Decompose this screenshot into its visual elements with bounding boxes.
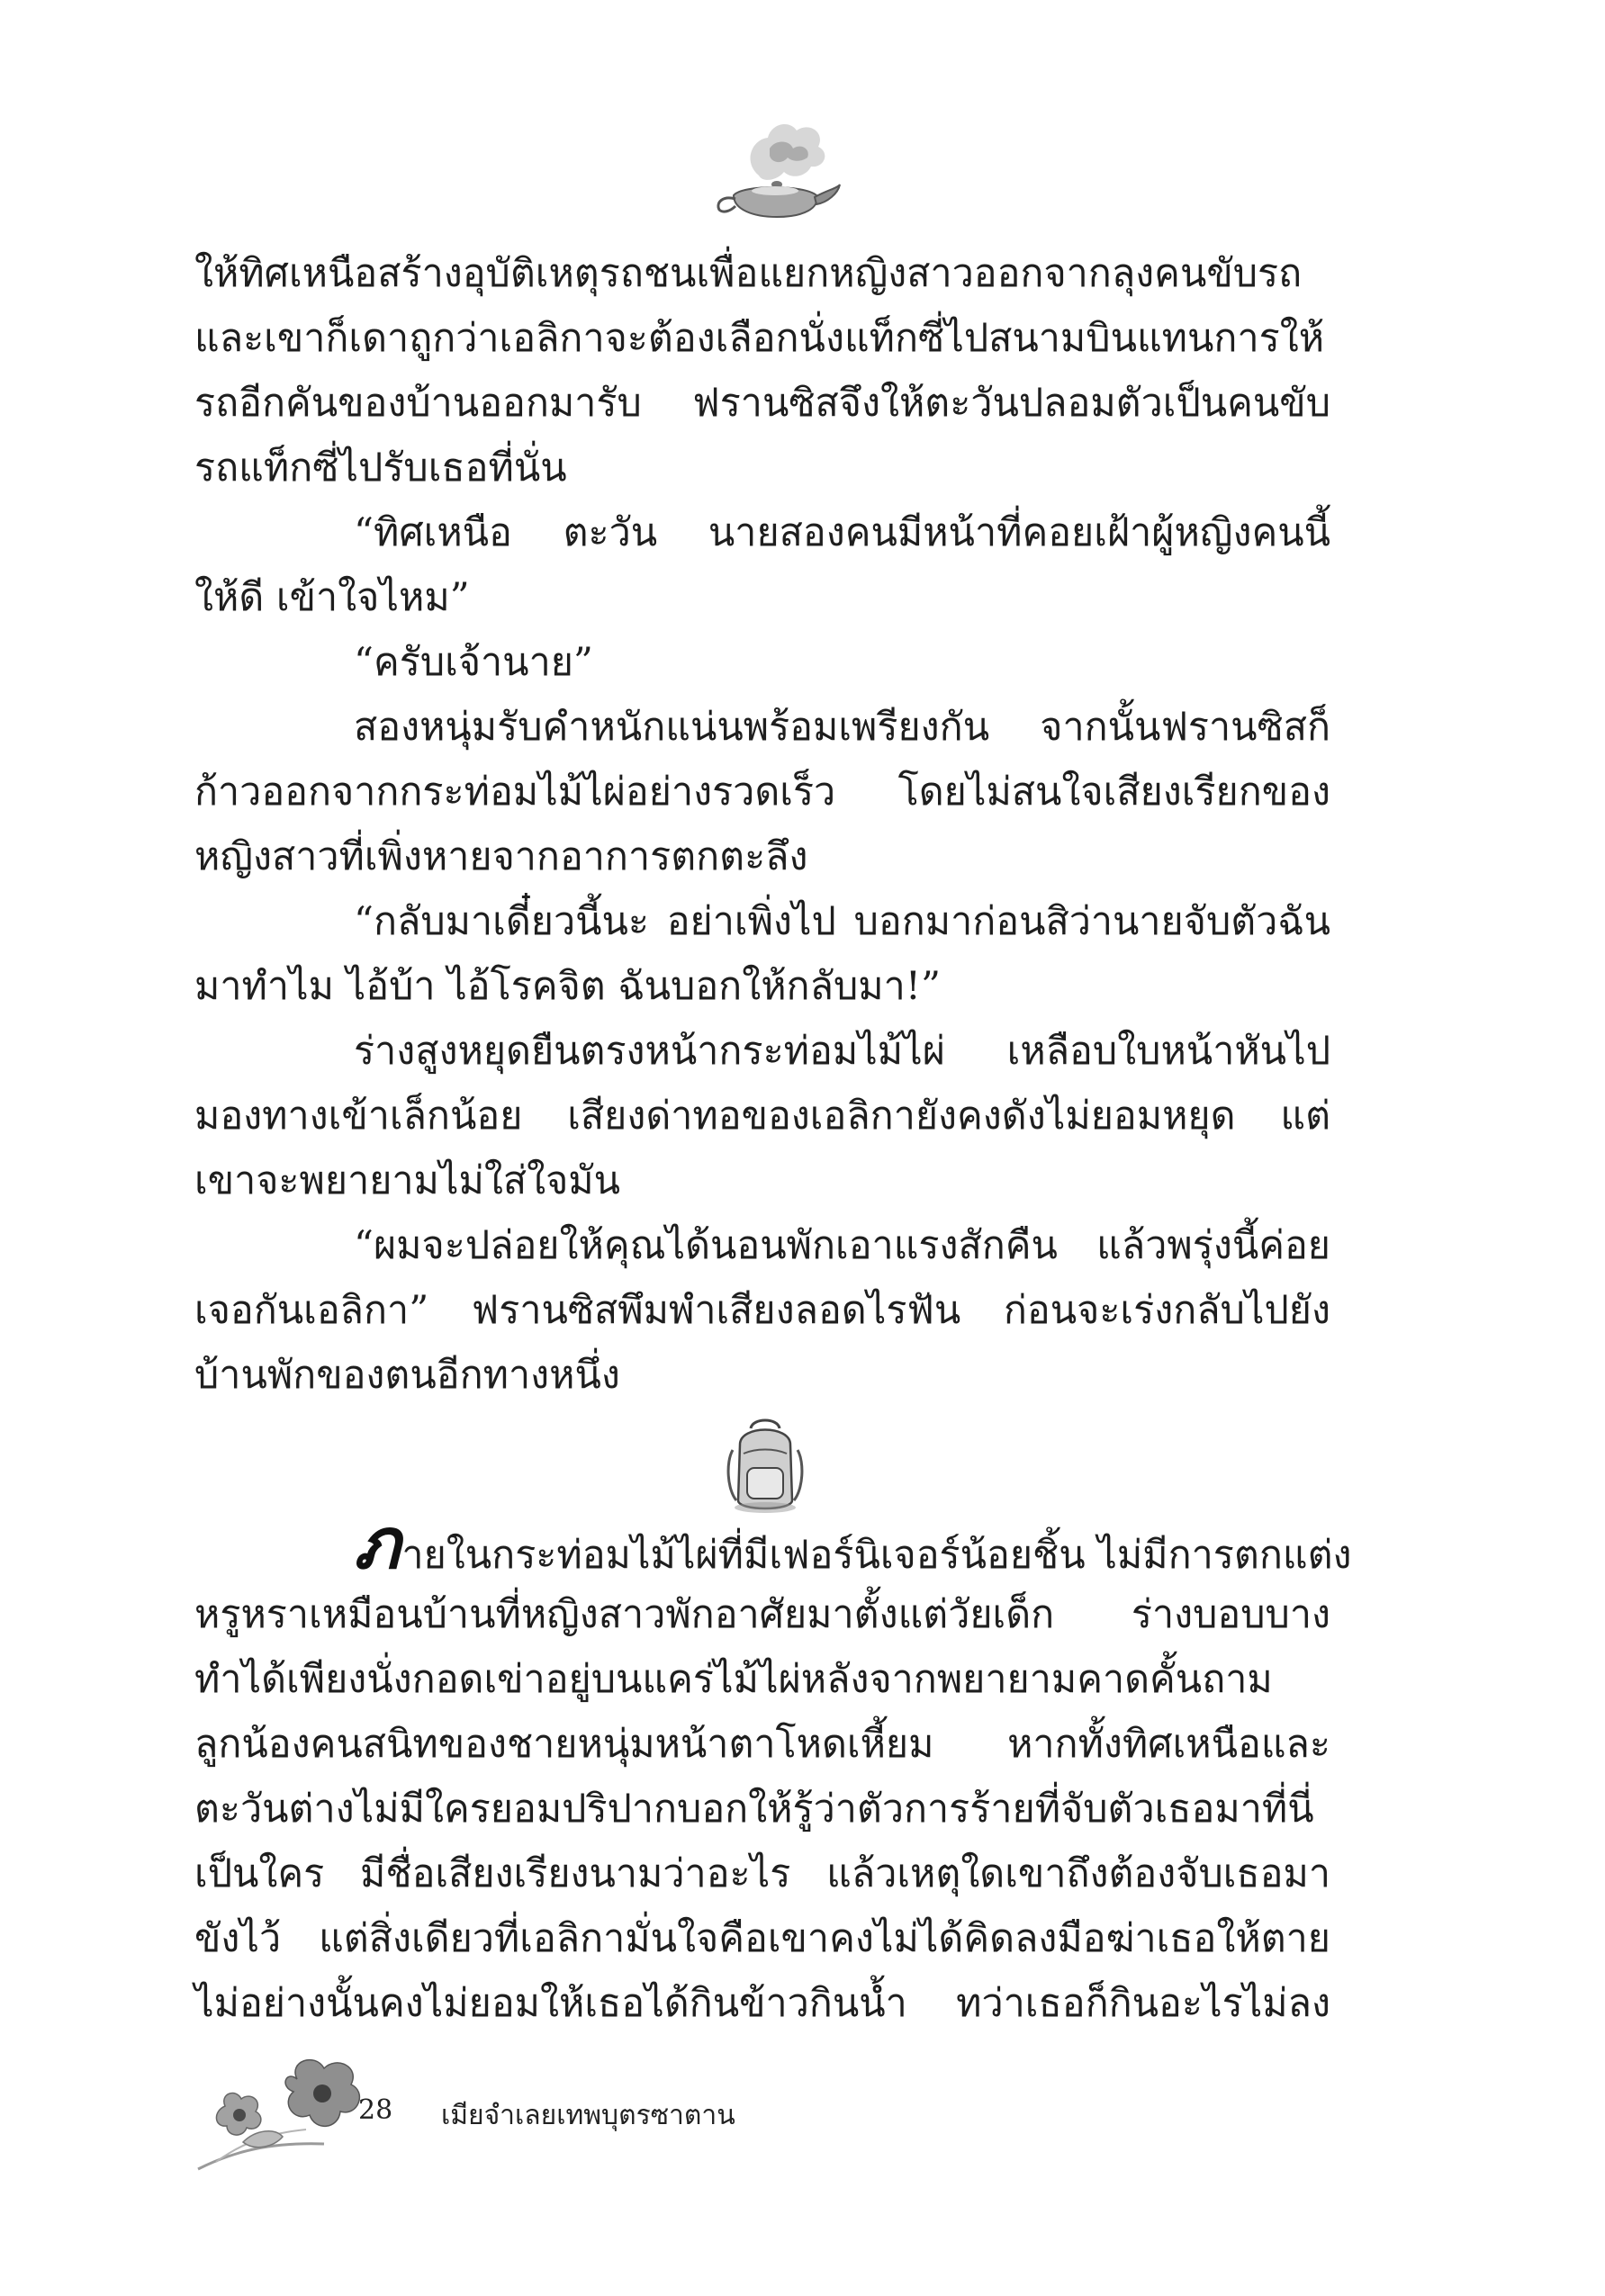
- text-line: “กลับมาเดี๋ยวนี้นะ อย่าเพิ่งไป บอกมาก่อนสิว่านายจับตัวฉัน: [354, 899, 1330, 944]
- text-line: ทำได้เพียงนั่งกอดเข่าอยู่บนแคร่ไม้ไผ่หลังจากพยายามคาดคั้นถาม: [194, 1657, 1273, 1702]
- page-number: 28: [358, 2094, 393, 2126]
- text-line: เขาจะพยายามไม่ใส่ใจมัน: [194, 1158, 621, 1203]
- text-line: มาทำไม ไอ้บ้า ไอ้โรคจิต ฉันบอกให้กลับมา!”: [194, 964, 941, 1009]
- text-line: ตะวันต่างไม่มีใครยอมปริปากบอกให้รู้ว่าตัวการร้ายที่จับตัวเธอมาที่นี่: [194, 1787, 1314, 1832]
- section-two-text: [194, 1503, 1352, 2036]
- text-line: หรูหราเหมือนบ้านที่หญิงสาวพักอาศัยมาตั้งแต่วัยเด็ก ร่างบอบบาง: [194, 1592, 1330, 1637]
- text-line-rest: ายในกระท่อมไม้ไผ่ที่มีเฟอร์นิเจอร์น้อยชิ้น ไม่มีการตกแต่ง: [401, 1533, 1352, 1578]
- drop-cap: ภ: [354, 1503, 401, 1585]
- genie-lamp-icon: [707, 113, 842, 225]
- text-line: ให้ดี เข้าใจไหม”: [194, 575, 470, 620]
- text-line: เป็นใคร มีชื่อเสียงเรียงนามว่าอะไร แล้วเหตุใดเขาถึงต้องจับเธอมา: [194, 1851, 1330, 1896]
- text-line: “ผมจะปล่อยให้คุณได้นอนพักเอาแรงสักคืน แล้วพรุ่งนี้ค่อย: [354, 1223, 1330, 1268]
- flower-decoration-icon: [189, 2043, 378, 2178]
- text-line: ร่างสูงหยุดยืนตรงหน้ากระท่อมไม้ไผ่ เหลือบใบหน้าหันไป: [354, 1029, 1330, 1074]
- text-line: ก้าวออกจากกระท่อมไม้ไผ่อย่างรวดเร็ว โดยไม่สนใจเสียงเรียกของ: [194, 770, 1330, 815]
- section-one-text: [194, 241, 1330, 1408]
- backpack-icon: [720, 1418, 810, 1517]
- text-line: ให้ทิศเหนือสร้างอุบัติเหตุรถชนเพื่อแยกหญิงสาวออกจากลุงคนขับรถ: [194, 251, 1303, 296]
- text-line: [194, 1503, 1352, 1585]
- text-line: “ทิศเหนือ ตะวัน นายสองคนมีหน้าที่คอยเฝ้าผู้หญิงคนนี้: [354, 510, 1330, 555]
- text-line: ขังไว้ แต่สิ่งเดียวที่เอลิกามั่นใจคือเขาคงไม่ได้คิดลงมือฆ่าเธอให้ตาย: [194, 1916, 1330, 1961]
- text-line: ลูกน้องคนสนิทของชายหนุ่มหน้าตาโหดเหี้ยม หากทั้งทิศเหนือและ: [194, 1722, 1330, 1767]
- book-title: เมียจำเลยเทพบุตรซาตาน: [441, 2100, 735, 2131]
- text-line: หญิงสาวที่เพิ่งหายจากอาการตกตะลึง: [194, 834, 808, 879]
- text-line: รถอีกคันของบ้านออกมารับ ฟรานซิสจึงให้ตะวันปลอมตัวเป็นคนขับ: [194, 381, 1330, 426]
- text-line: และเขาก็เดาถูกว่าเอลิกาจะต้องเลือกนั่งแท็กซี่ไปสนามบินแทนการให้: [194, 316, 1325, 361]
- text-line: บ้านพักของตนอีกทางหนึ่ง: [194, 1353, 620, 1398]
- text-line: มองทางเข้าเล็กน้อย เสียงด่าทอของเอลิกายังคงดังไม่ยอมหยุด แต่: [194, 1094, 1330, 1139]
- text-line: สองหนุ่มรับคำหนักแน่นพร้อมเพรียงกัน จากนั้นฟรานซิสก็: [354, 705, 1330, 750]
- text-line: รถแท็กซี่ไปรับเธอที่นั่น: [194, 446, 567, 491]
- text-line: “ครับเจ้านาย”: [354, 640, 593, 685]
- text-line: เจอกันเอลิกา” ฟรานซิสพึมพำเสียงลอดไรฟัน ก่อนจะเร่งกลับไปยัง: [194, 1288, 1330, 1333]
- text-line: ไม่อย่างนั้นคงไม่ยอมให้เธอได้กินข้าวกินน้ำ ทว่าเธอก็กินอะไรไม่ลง: [194, 1981, 1330, 2026]
